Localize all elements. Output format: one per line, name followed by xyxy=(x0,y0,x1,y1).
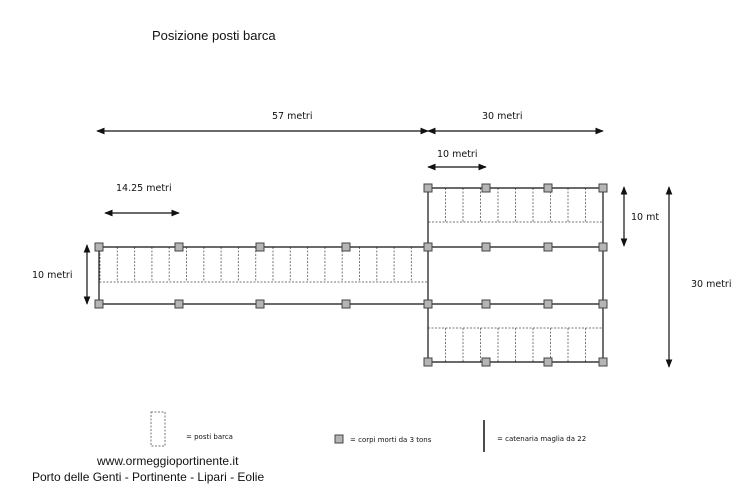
buoy-spacing-label: 14.25 metri xyxy=(116,183,172,194)
mooring-block xyxy=(599,184,607,192)
mooring-block xyxy=(175,243,183,251)
head-width-label: 30 metri xyxy=(482,111,523,122)
footer-location: Porto delle Genti - Portinente - Lipari - Eolie xyxy=(32,470,265,484)
mooring-block xyxy=(424,300,432,308)
legend-mooring-block-swatch xyxy=(335,435,343,443)
footer-website: www.ormeggioportinente.it xyxy=(97,454,239,468)
mooring-block xyxy=(544,243,552,251)
mooring-block xyxy=(256,243,264,251)
pier-width-label: 10 metri xyxy=(32,270,73,281)
mooring-block xyxy=(256,300,264,308)
mooring-block xyxy=(544,300,552,308)
mooring-block xyxy=(424,358,432,366)
mooring-block xyxy=(424,184,432,192)
mooring-block xyxy=(544,184,552,192)
row-width-label: 10 mt xyxy=(631,212,660,223)
boat-slots xyxy=(100,188,603,362)
mooring-block xyxy=(599,243,607,251)
page-title: Posizione posti barca xyxy=(152,28,276,43)
pier-slot-zone-outline xyxy=(100,247,428,282)
chain-lines xyxy=(99,188,603,362)
mooring-block xyxy=(424,243,432,251)
mooring-block xyxy=(599,300,607,308)
legend-boat-slot-label: = posti barca xyxy=(186,433,233,441)
pier-length-label: 57 metri xyxy=(272,111,313,122)
mooring-block xyxy=(342,300,350,308)
legend-mooring-block-label: = corpi morti da 3 tons xyxy=(350,436,432,444)
legend-chain-label: = catenaria maglia da 22 xyxy=(497,435,587,443)
mooring-block xyxy=(482,243,490,251)
slot-spacing-label: 10 metri xyxy=(437,149,478,160)
mooring-block xyxy=(482,300,490,308)
legend-boat-slot-swatch xyxy=(151,412,165,446)
mooring-block xyxy=(482,358,490,366)
mooring-block xyxy=(175,300,183,308)
mooring-block xyxy=(95,243,103,251)
mooring-block xyxy=(482,184,490,192)
mooring-block xyxy=(544,358,552,366)
mooring-blocks xyxy=(95,184,607,366)
head-depth-label: 30 metri xyxy=(691,279,732,290)
mooring-block xyxy=(95,300,103,308)
mooring-block xyxy=(599,358,607,366)
mooring-block xyxy=(342,243,350,251)
